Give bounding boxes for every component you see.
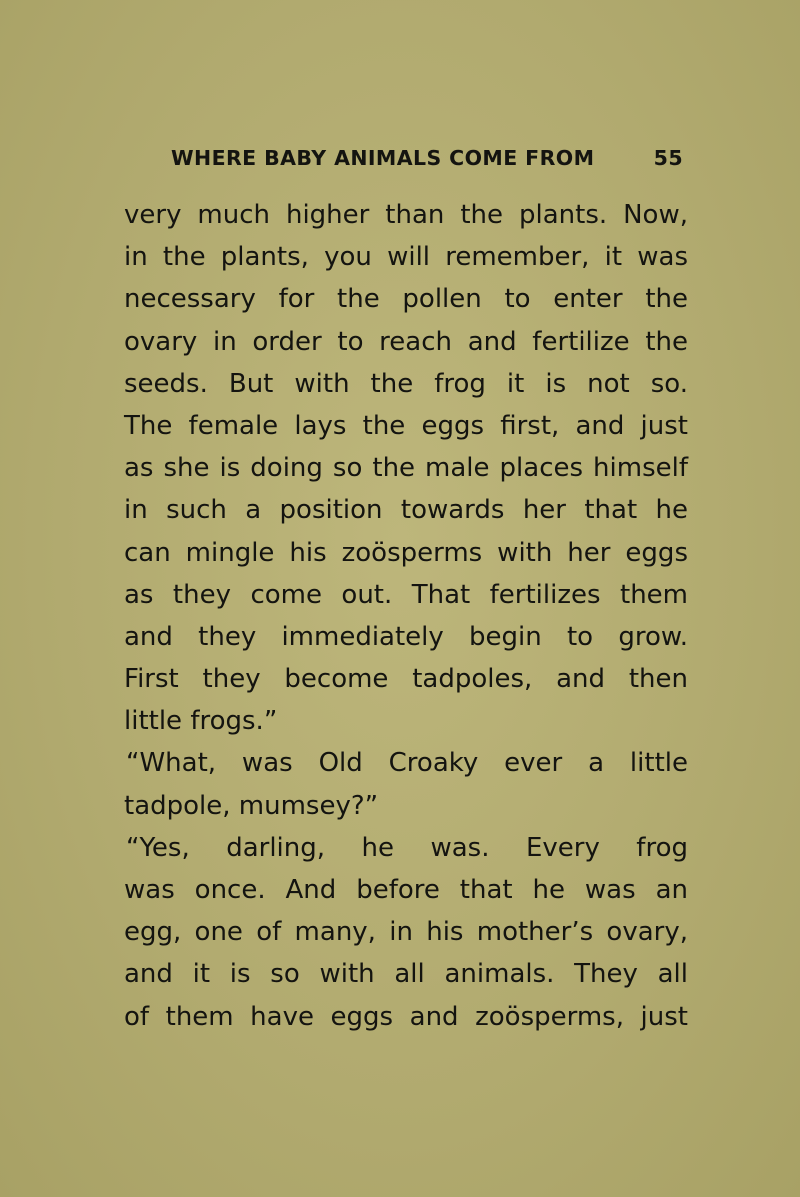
running-header — [171, 146, 683, 176]
text-line: ovary in order to reach and fertilize the — [124, 326, 688, 357]
text-line: “What, was Old Croaky ever a little — [126, 748, 688, 779]
text-line: very much higher than the plants. Now, — [124, 200, 688, 230]
text-line: “Yes, darling, he was. Every frog — [126, 832, 688, 863]
text-line: and it is so with all animals. They all — [124, 959, 688, 990]
running-title: WHERE BABY ANIMALS COME FROM — [171, 146, 595, 170]
text-line: of them have eggs and zoösperms, just — [124, 1001, 688, 1032]
page-number: 55 — [653, 146, 683, 170]
text-line: egg, one of many, in his mother’s ovary, — [124, 917, 688, 948]
text-line: as they come out. That fertilizes them — [124, 579, 688, 610]
text-line: and they immediately begin to grow. — [124, 621, 688, 652]
text-line: necessary for the pollen to enter the — [124, 284, 688, 315]
body-text — [124, 194, 688, 1038]
text-line: in the plants, you will remember, it was — [124, 242, 688, 273]
text-line: tadpole, mumsey?” — [124, 790, 379, 821]
text-line: seeds. But with the frog it is not so. — [124, 368, 688, 399]
text-line: was once. And before that he was an — [124, 875, 688, 905]
text-line: can mingle his zoösperms with her eggs — [124, 537, 688, 568]
text-line: First they become tadpoles, and then — [124, 664, 688, 695]
text-line: little frogs.” — [124, 706, 278, 737]
text-line: in such a position towards her that he — [124, 495, 688, 526]
text-line: The female lays the eggs first, and just — [124, 410, 688, 441]
text-line: as she is doing so the male places himself — [124, 453, 688, 484]
